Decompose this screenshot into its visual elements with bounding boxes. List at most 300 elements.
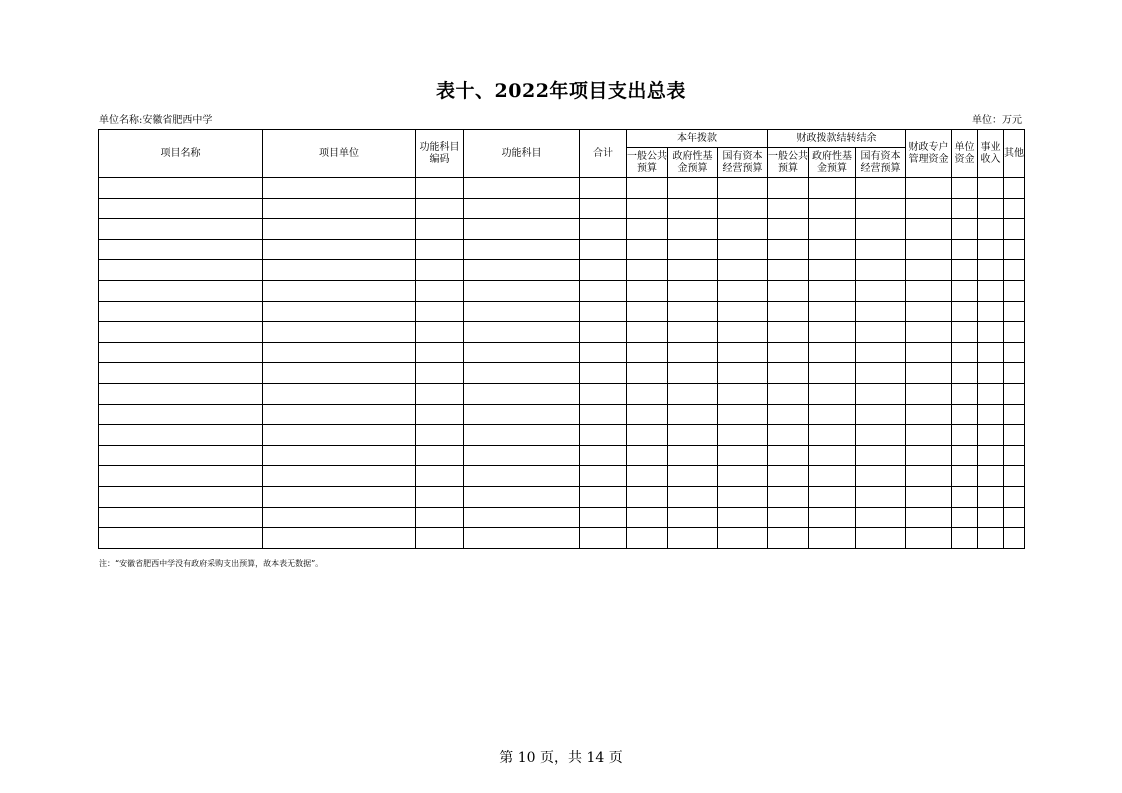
table-cell bbox=[856, 239, 906, 260]
table-cell bbox=[1004, 239, 1025, 260]
header-other: 其他 bbox=[1004, 130, 1025, 178]
table-cell bbox=[952, 260, 978, 281]
table-cell bbox=[906, 342, 952, 363]
table-cell bbox=[416, 363, 464, 384]
table-cell bbox=[464, 301, 580, 322]
table-cell bbox=[99, 342, 263, 363]
table-cell bbox=[580, 301, 627, 322]
table-cell bbox=[856, 528, 906, 549]
header-project-name: 项目名称 bbox=[99, 130, 263, 178]
header-this-year-allocation: 本年拨款 bbox=[627, 130, 768, 148]
table-row bbox=[99, 280, 1025, 301]
table-row bbox=[99, 260, 1025, 281]
table-cell bbox=[978, 486, 1004, 507]
table-cell bbox=[263, 322, 416, 343]
table-cell bbox=[809, 466, 856, 487]
table-cell bbox=[856, 466, 906, 487]
table-cell bbox=[809, 178, 856, 199]
table-cell bbox=[416, 198, 464, 219]
table-cell bbox=[952, 383, 978, 404]
table-cell bbox=[416, 445, 464, 466]
table-cell bbox=[978, 528, 1004, 549]
table-cell bbox=[978, 178, 1004, 199]
table-cell bbox=[856, 301, 906, 322]
table-cell bbox=[580, 219, 627, 240]
header-total: 合计 bbox=[580, 130, 627, 178]
table-cell bbox=[856, 280, 906, 301]
table-cell bbox=[580, 198, 627, 219]
table-cell bbox=[809, 198, 856, 219]
table-cell bbox=[952, 425, 978, 446]
table-cell bbox=[464, 280, 580, 301]
table-cell bbox=[856, 404, 906, 425]
table-cell bbox=[906, 507, 952, 528]
table-cell bbox=[856, 178, 906, 199]
table-cell bbox=[416, 425, 464, 446]
table-cell bbox=[416, 260, 464, 281]
table-cell bbox=[978, 342, 1004, 363]
table-cell bbox=[627, 342, 668, 363]
table-cell bbox=[718, 363, 768, 384]
table-cell bbox=[99, 528, 263, 549]
table-cell bbox=[627, 466, 668, 487]
table-cell bbox=[809, 280, 856, 301]
table-cell bbox=[768, 363, 809, 384]
table-cell bbox=[1004, 528, 1025, 549]
table-cell bbox=[416, 466, 464, 487]
header-carry-state-capital-budget: 国有资本经营预算 bbox=[856, 148, 906, 178]
table-cell bbox=[580, 280, 627, 301]
project-expenditure-table bbox=[98, 129, 1025, 549]
table-cell bbox=[856, 342, 906, 363]
table-cell bbox=[416, 383, 464, 404]
table-row bbox=[99, 198, 1025, 219]
table-cell bbox=[718, 260, 768, 281]
table-cell bbox=[668, 322, 718, 343]
table-cell bbox=[464, 383, 580, 404]
table-cell bbox=[1004, 486, 1025, 507]
table-cell bbox=[809, 219, 856, 240]
table-cell bbox=[768, 322, 809, 343]
table-cell bbox=[580, 466, 627, 487]
table-cell bbox=[464, 528, 580, 549]
table-cell bbox=[906, 363, 952, 384]
table-cell bbox=[668, 383, 718, 404]
table-cell bbox=[1004, 383, 1025, 404]
table-cell bbox=[906, 198, 952, 219]
table-row bbox=[99, 466, 1025, 487]
table-cell bbox=[906, 425, 952, 446]
table-row bbox=[99, 383, 1025, 404]
table-cell bbox=[99, 322, 263, 343]
table-cell bbox=[416, 404, 464, 425]
table-cell bbox=[464, 322, 580, 343]
table-cell bbox=[768, 466, 809, 487]
currency-unit-label: 单位：万元 bbox=[972, 115, 1022, 126]
table-row bbox=[99, 528, 1025, 549]
table-cell bbox=[580, 383, 627, 404]
table-cell bbox=[952, 322, 978, 343]
table-row bbox=[99, 486, 1025, 507]
table-cell bbox=[952, 239, 978, 260]
table-cell bbox=[809, 363, 856, 384]
table-cell bbox=[809, 383, 856, 404]
table-row bbox=[99, 404, 1025, 425]
header-project-unit: 项目单位 bbox=[263, 130, 416, 178]
table-cell bbox=[627, 404, 668, 425]
table-cell bbox=[768, 528, 809, 549]
table-cell bbox=[263, 301, 416, 322]
table-cell bbox=[99, 383, 263, 404]
table-cell bbox=[263, 486, 416, 507]
table-cell bbox=[768, 198, 809, 219]
table-cell bbox=[1004, 425, 1025, 446]
table-cell bbox=[809, 239, 856, 260]
table-cell bbox=[978, 239, 1004, 260]
table-row bbox=[99, 425, 1025, 446]
table-cell bbox=[718, 383, 768, 404]
table-cell bbox=[768, 425, 809, 446]
table-cell bbox=[768, 219, 809, 240]
table-cell bbox=[416, 322, 464, 343]
table-cell bbox=[99, 198, 263, 219]
table-cell bbox=[906, 219, 952, 240]
table-cell bbox=[978, 425, 1004, 446]
table-row bbox=[99, 239, 1025, 260]
header-state-capital-budget: 国有资本经营预算 bbox=[718, 148, 768, 178]
table-cell bbox=[978, 260, 1004, 281]
table-cell bbox=[952, 445, 978, 466]
table-cell bbox=[668, 363, 718, 384]
table-cell bbox=[718, 342, 768, 363]
table-cell bbox=[668, 301, 718, 322]
table-cell bbox=[263, 383, 416, 404]
table-cell bbox=[952, 466, 978, 487]
table-cell bbox=[580, 178, 627, 199]
header-carryover: 财政拨款结转结余 bbox=[768, 130, 906, 148]
table-cell bbox=[718, 178, 768, 199]
table-cell bbox=[464, 445, 580, 466]
table-cell bbox=[978, 280, 1004, 301]
table-cell bbox=[668, 486, 718, 507]
table-cell bbox=[99, 219, 263, 240]
table-cell bbox=[627, 363, 668, 384]
table-cell bbox=[416, 239, 464, 260]
table-cell bbox=[718, 280, 768, 301]
table-cell bbox=[768, 301, 809, 322]
table-cell bbox=[464, 486, 580, 507]
table-cell bbox=[906, 322, 952, 343]
table-cell bbox=[668, 342, 718, 363]
table-cell bbox=[978, 445, 1004, 466]
table-cell bbox=[580, 425, 627, 446]
table-row bbox=[99, 342, 1025, 363]
table-cell bbox=[978, 198, 1004, 219]
table-cell bbox=[580, 342, 627, 363]
table-cell bbox=[906, 383, 952, 404]
table-cell bbox=[580, 260, 627, 281]
table-cell bbox=[263, 404, 416, 425]
table-cell bbox=[464, 198, 580, 219]
table-cell bbox=[668, 280, 718, 301]
table-cell bbox=[718, 219, 768, 240]
table-cell bbox=[627, 445, 668, 466]
table-cell bbox=[718, 425, 768, 446]
table-cell bbox=[416, 280, 464, 301]
header-func-subject-code: 功能科目编码 bbox=[416, 130, 464, 178]
table-cell bbox=[668, 260, 718, 281]
table-cell bbox=[856, 219, 906, 240]
table-cell bbox=[1004, 507, 1025, 528]
table-cell bbox=[1004, 219, 1025, 240]
table-cell bbox=[464, 239, 580, 260]
header-carry-gov-fund-budget: 政府性基金预算 bbox=[809, 148, 856, 178]
table-row bbox=[99, 445, 1025, 466]
table-cell bbox=[978, 219, 1004, 240]
table-cell bbox=[768, 260, 809, 281]
table-cell bbox=[668, 219, 718, 240]
table-cell bbox=[1004, 178, 1025, 199]
header-general-budget: 一般公共预算 bbox=[627, 148, 668, 178]
table-cell bbox=[464, 404, 580, 425]
table-cell bbox=[718, 301, 768, 322]
table-cell bbox=[952, 363, 978, 384]
table-cell bbox=[668, 239, 718, 260]
table-cell bbox=[768, 342, 809, 363]
table-cell bbox=[906, 178, 952, 199]
table-cell bbox=[856, 363, 906, 384]
table-cell bbox=[856, 198, 906, 219]
table-cell bbox=[99, 445, 263, 466]
table-row bbox=[99, 363, 1025, 384]
table-cell bbox=[718, 466, 768, 487]
table-cell bbox=[99, 404, 263, 425]
table-cell bbox=[580, 404, 627, 425]
table-cell bbox=[627, 239, 668, 260]
table-cell bbox=[768, 280, 809, 301]
table-cell bbox=[768, 486, 809, 507]
table-cell bbox=[263, 507, 416, 528]
table-cell bbox=[856, 507, 906, 528]
table-cell bbox=[627, 301, 668, 322]
table-cell bbox=[99, 178, 263, 199]
table-cell bbox=[768, 507, 809, 528]
table-cell bbox=[718, 198, 768, 219]
table-cell bbox=[978, 322, 1004, 343]
header-carry-general-budget: 一般公共预算 bbox=[768, 148, 809, 178]
table-cell bbox=[99, 425, 263, 446]
table-cell bbox=[952, 280, 978, 301]
table-cell bbox=[856, 322, 906, 343]
table-cell bbox=[1004, 363, 1025, 384]
table-cell bbox=[464, 507, 580, 528]
table-cell bbox=[416, 486, 464, 507]
table-cell bbox=[464, 260, 580, 281]
table-cell bbox=[580, 486, 627, 507]
table-cell bbox=[580, 528, 627, 549]
table-cell bbox=[768, 383, 809, 404]
table-cell bbox=[263, 178, 416, 199]
table-cell bbox=[906, 239, 952, 260]
table-cell bbox=[978, 466, 1004, 487]
table-cell bbox=[263, 219, 416, 240]
table-cell bbox=[99, 260, 263, 281]
table-cell bbox=[718, 239, 768, 260]
table-cell bbox=[718, 322, 768, 343]
table-row bbox=[99, 322, 1025, 343]
table-cell bbox=[978, 363, 1004, 384]
table-cell bbox=[464, 178, 580, 199]
table-cell bbox=[718, 445, 768, 466]
table-cell bbox=[99, 301, 263, 322]
table-cell bbox=[416, 301, 464, 322]
table-cell bbox=[668, 528, 718, 549]
table-cell bbox=[952, 486, 978, 507]
table-cell bbox=[464, 219, 580, 240]
table-cell bbox=[263, 260, 416, 281]
table-cell bbox=[978, 383, 1004, 404]
table-cell bbox=[627, 425, 668, 446]
table-cell bbox=[952, 301, 978, 322]
table-cell bbox=[668, 507, 718, 528]
table-cell bbox=[627, 178, 668, 199]
table-cell bbox=[263, 198, 416, 219]
table-cell bbox=[856, 425, 906, 446]
table-row bbox=[99, 301, 1025, 322]
table-cell bbox=[1004, 445, 1025, 466]
table-cell bbox=[906, 466, 952, 487]
table-cell bbox=[416, 528, 464, 549]
table-cell bbox=[906, 528, 952, 549]
table-cell bbox=[718, 486, 768, 507]
table-cell bbox=[809, 342, 856, 363]
table-cell bbox=[668, 178, 718, 199]
table-cell bbox=[580, 363, 627, 384]
table-cell bbox=[1004, 404, 1025, 425]
table-cell bbox=[768, 445, 809, 466]
table-cell bbox=[768, 404, 809, 425]
page-number: 第 10 页，共 14 页 bbox=[499, 750, 623, 766]
header-func-subject: 功能科目 bbox=[464, 130, 580, 178]
table-body bbox=[99, 178, 1025, 549]
table-cell bbox=[99, 466, 263, 487]
table-cell bbox=[952, 198, 978, 219]
table-cell bbox=[263, 466, 416, 487]
table-cell bbox=[768, 239, 809, 260]
table-cell bbox=[263, 528, 416, 549]
table-cell bbox=[99, 280, 263, 301]
table-cell bbox=[416, 507, 464, 528]
table-cell bbox=[580, 507, 627, 528]
table-cell bbox=[809, 445, 856, 466]
table-cell bbox=[809, 260, 856, 281]
table-cell bbox=[627, 322, 668, 343]
table-cell bbox=[768, 178, 809, 199]
table-cell bbox=[906, 301, 952, 322]
table-cell bbox=[718, 507, 768, 528]
table-cell bbox=[464, 425, 580, 446]
table-cell bbox=[906, 280, 952, 301]
table-cell bbox=[580, 239, 627, 260]
table-cell bbox=[668, 198, 718, 219]
table-cell bbox=[978, 507, 1004, 528]
table-cell bbox=[99, 486, 263, 507]
table-cell bbox=[580, 322, 627, 343]
header-special-fund: 财政专户管理资金 bbox=[906, 130, 952, 178]
table-cell bbox=[809, 404, 856, 425]
table-cell bbox=[627, 198, 668, 219]
table-cell bbox=[464, 466, 580, 487]
table-cell bbox=[1004, 280, 1025, 301]
table-cell bbox=[627, 486, 668, 507]
table-cell bbox=[856, 445, 906, 466]
header-business-income: 事业收入 bbox=[978, 130, 1004, 178]
table-cell bbox=[856, 486, 906, 507]
table-cell bbox=[1004, 466, 1025, 487]
table-cell bbox=[718, 528, 768, 549]
table-cell bbox=[952, 178, 978, 199]
table-cell bbox=[580, 445, 627, 466]
table-cell bbox=[627, 507, 668, 528]
table-cell bbox=[99, 507, 263, 528]
table-cell bbox=[668, 466, 718, 487]
table-cell bbox=[952, 219, 978, 240]
table-cell bbox=[718, 404, 768, 425]
table-row bbox=[99, 178, 1025, 199]
table-cell bbox=[978, 404, 1004, 425]
table-cell bbox=[952, 404, 978, 425]
table-cell bbox=[464, 342, 580, 363]
unit-name-label: 单位名称:安徽省肥西中学 bbox=[99, 115, 213, 126]
table-cell bbox=[99, 239, 263, 260]
table-cell bbox=[809, 322, 856, 343]
table-cell bbox=[627, 528, 668, 549]
table-cell bbox=[809, 425, 856, 446]
table-cell bbox=[99, 363, 263, 384]
table-cell bbox=[1004, 342, 1025, 363]
table-cell bbox=[263, 239, 416, 260]
table-cell bbox=[1004, 198, 1025, 219]
table-cell bbox=[809, 301, 856, 322]
table-cell bbox=[952, 528, 978, 549]
table-cell bbox=[906, 486, 952, 507]
table-cell bbox=[627, 383, 668, 404]
table-cell bbox=[416, 219, 464, 240]
table-cell bbox=[416, 178, 464, 199]
table-row bbox=[99, 507, 1025, 528]
table-cell bbox=[1004, 301, 1025, 322]
table-note: 注：“安徽省肥西中学没有政府采购支出预算，故本表无数据”。 bbox=[99, 559, 324, 568]
table-cell bbox=[952, 507, 978, 528]
table-cell bbox=[263, 425, 416, 446]
table-row bbox=[99, 219, 1025, 240]
table-cell bbox=[809, 528, 856, 549]
table-cell bbox=[668, 445, 718, 466]
table-cell bbox=[263, 363, 416, 384]
table-cell bbox=[416, 342, 464, 363]
table-cell bbox=[464, 363, 580, 384]
table-cell bbox=[906, 260, 952, 281]
header-unit-fund: 单位资金 bbox=[952, 130, 978, 178]
table-cell bbox=[906, 404, 952, 425]
table-cell bbox=[856, 260, 906, 281]
table-cell bbox=[263, 280, 416, 301]
table-cell bbox=[1004, 260, 1025, 281]
table-cell bbox=[906, 445, 952, 466]
page-title: 表十、2022年项目支出总表 bbox=[436, 80, 686, 102]
header-gov-fund-budget: 政府性基金预算 bbox=[668, 148, 718, 178]
table-cell bbox=[809, 507, 856, 528]
